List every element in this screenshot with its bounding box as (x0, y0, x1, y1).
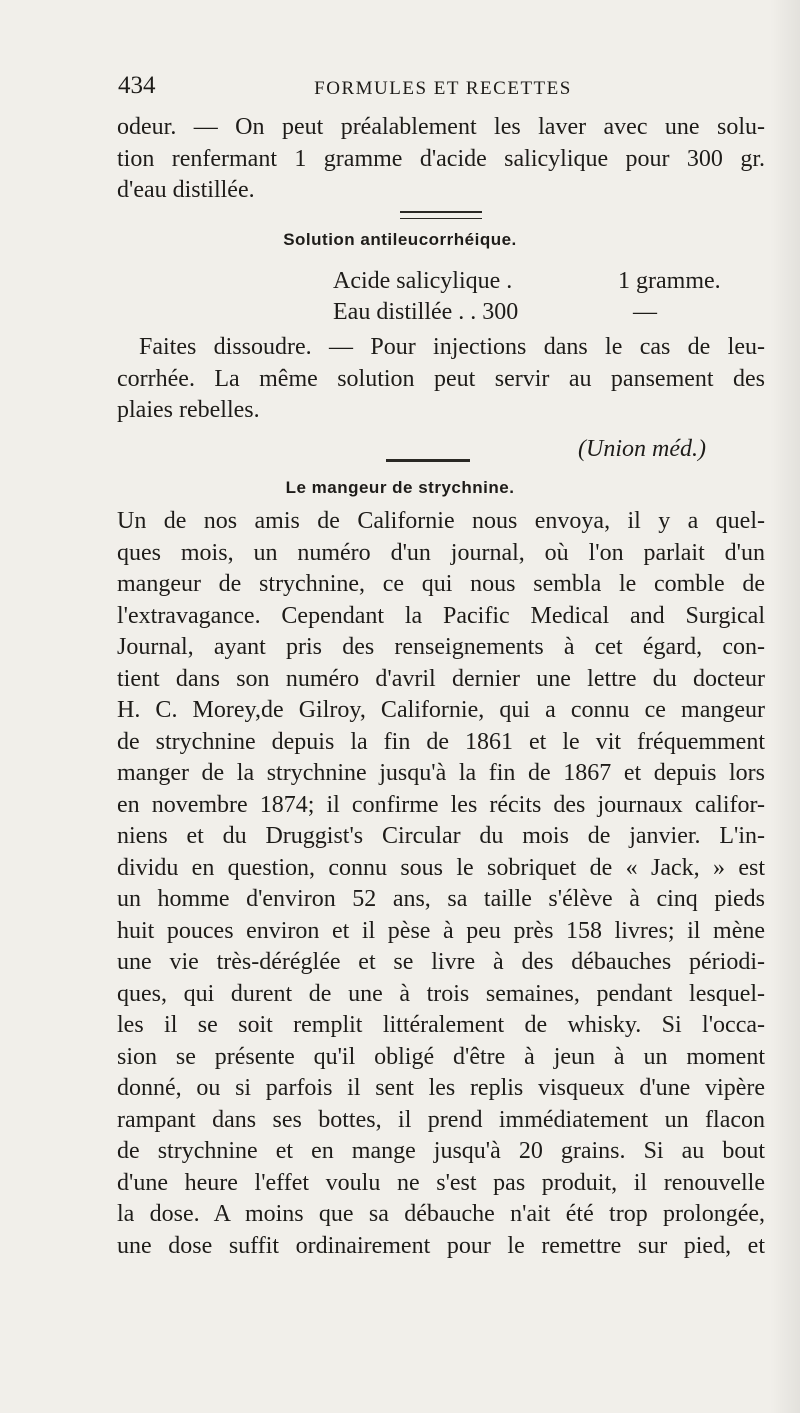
article-title: Le mangeur de strychnine. (285, 478, 515, 497)
text-line: de strychnine et en mange jusqu'à 20 grains. Si au bout (117, 1138, 765, 1164)
section-divider (386, 459, 470, 462)
text-line: tion renfermant 1 gramme d'acide salicylique pour 300 gr. (117, 145, 765, 172)
text-line: les il se soit remplit littéralement de whisky. Si l'occa- (117, 1012, 765, 1038)
text-line: Faites dissoudre. — Pour injections dans le cas de leu- (139, 334, 765, 360)
text-line: d'eau distillée. (117, 177, 255, 203)
text-line: dividu en question, connu sous le sobriquet de « Jack, » est (117, 854, 765, 881)
text-line: plaies rebelles. (117, 397, 260, 423)
text-line: rampant dans ses bottes, il prend immédiatement un flacon (117, 1106, 765, 1133)
text-line: tient dans son numéro d'avril dernier une lettre du docteur (117, 665, 765, 692)
page-edge-shadow (770, 0, 800, 1413)
text-line: Journal, ayant pris des renseignements à cet égard, con- (117, 634, 765, 660)
ingredient-name: Eau distillée . . 300 (333, 299, 519, 325)
text-line: en novembre 1874; il confirme les récits des journaux califor- (117, 791, 765, 818)
text-line: huit pouces environ et il pèse à peu près 158 livres; il mène (117, 917, 765, 944)
text-line: une vie très-déréglée et se livre à des débauches périodi- (117, 949, 765, 975)
text-line: un homme d'environ 52 ans, sa taille s'élève à cinq pieds (117, 886, 765, 912)
text-line: ques mois, un numéro d'un journal, où l'on parlait d'un (117, 539, 765, 566)
recipe-ingredient (333, 299, 657, 326)
text-line: H. C. Morey,de Gilroy, Californie, qui a connu ce mangeur (117, 697, 765, 723)
text-line: niens et du Druggist's Circular du mois de janvier. L'in- (117, 823, 765, 849)
intro-paragraph (117, 112, 765, 207)
article-body (117, 506, 765, 1262)
text-line: l'extravagance. Cependant la Pacific Medical and Surgical (117, 602, 765, 629)
recipe-title: Solution antileucorrhéique. (283, 230, 517, 249)
text-line: de strychnine depuis la fin de 1861 et le vit fréquemment (117, 728, 765, 755)
ingredient-amount: 1 gramme. (618, 268, 721, 294)
recipe-ingredient (333, 268, 721, 295)
text-line: corrhée. La même solution peut servir au pansement des (117, 365, 765, 392)
text-line: Un de nos amis de Californie nous envoya, il y a quel- (117, 508, 765, 534)
ingredient-amount: — (633, 299, 657, 325)
text-line: manger de la strychnine jusqu'à la fin de 1867 et depuis lors (117, 760, 765, 786)
text-line: ques, qui durent de une à trois semaines, pendant lesquel- (117, 980, 765, 1007)
source-citation: (Union méd.) (578, 436, 706, 462)
running-head (118, 72, 768, 102)
text-line: odeur. — On peut préalablement les laver avec une solu- (117, 114, 765, 140)
instructions-paragraph (117, 332, 765, 427)
text-line: mangeur de strychnine, ce qui nous sembla le comble de (117, 571, 765, 597)
ingredient-name: Acide salicylique . (333, 268, 513, 294)
text-line: la dose. A moins que sa débauche n'ait été trop prolongée, (117, 1201, 765, 1227)
page-number: 434 (118, 72, 156, 99)
text-line: donné, ou si parfois il sent les replis visqueux d'une vipère (117, 1075, 765, 1101)
running-title: FORMULES ET RECETTES (314, 78, 572, 99)
text-line: une dose suffit ordinairement pour le remettre sur pied, et (117, 1232, 765, 1259)
text-line: sion se présente qu'il obligé d'être à jeun à un moment (117, 1043, 765, 1070)
text-line: d'une heure l'effet voulu ne s'est pas produit, il renouvelle (117, 1169, 765, 1196)
section-divider (400, 211, 482, 219)
